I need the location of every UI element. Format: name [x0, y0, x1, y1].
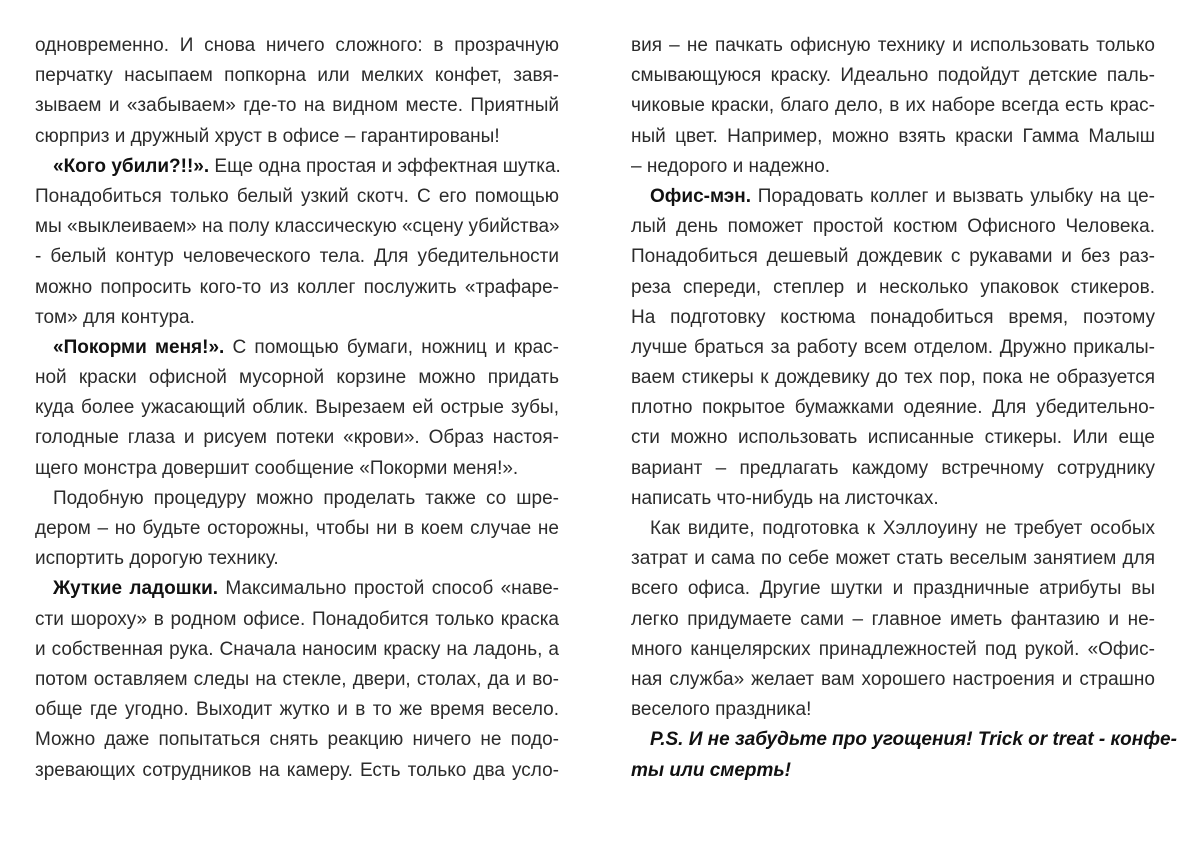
- line-text: ваем стикеры к дождевику до тех пор, пока не образуется: [631, 367, 1155, 389]
- line-text: сти шороху» в родном офисе. Понадобится только краска: [35, 608, 559, 630]
- line-text: Можно даже попытаться снять реакцию ничего не подо-: [35, 729, 559, 751]
- text-line: [35, 152, 559, 182]
- line-text: написать что-нибудь на листочках.: [631, 487, 939, 509]
- line-text: голодные глаза и рисуем потеки «крови». Образ настоя-: [35, 427, 559, 449]
- line-text: мы «выклеиваем» на полу классическую «сцену убийства»: [35, 216, 560, 238]
- text-line: [631, 152, 1155, 182]
- text-line: [35, 31, 559, 61]
- line-text: реза спереди, степлер и несколько упаковок стикеров.: [631, 276, 1155, 298]
- postscript-text: ты или смерть!: [631, 759, 792, 781]
- text-line: [631, 273, 1155, 303]
- line-text: лучше браться за работу всем отделом. Дружно прикалы-: [631, 336, 1155, 358]
- text-line: [35, 605, 559, 635]
- line-text: Еще одна простая и эффектная шутка.: [209, 155, 561, 177]
- line-text: зревающих сотрудников на камеру. Есть только два усло-: [35, 759, 559, 781]
- text-line: [631, 514, 1155, 544]
- text-line: [35, 423, 559, 453]
- line-text: легко придумаете сами – главное иметь фантазию и не-: [631, 608, 1155, 630]
- right-text-column: [631, 31, 1177, 786]
- text-line: [631, 695, 1155, 725]
- line-text: Как видите, подготовка к Хэллоуину не требует особых: [650, 518, 1155, 539]
- text-line: [35, 574, 559, 604]
- line-text: зываем и «забываем» где-то на видном месте. Приятный: [35, 95, 559, 117]
- text-line: [35, 756, 559, 786]
- text-line: [631, 665, 1155, 695]
- line-text: С помощью бумаги, ножниц и крас-: [224, 336, 560, 358]
- postscript-text: P.S. И не забудьте про угощения! Trick or treat - конфе-: [650, 729, 1177, 751]
- text-line: [631, 605, 1155, 635]
- section-heading: Жуткие ладошки.: [53, 578, 219, 600]
- line-text: Понадобиться дешевый дождевик с рукавами и без раз-: [631, 246, 1155, 268]
- line-text: Понадобиться только белый узкий скотч. С его помощью: [35, 185, 559, 207]
- line-text: плотно покрытое бумажками одеяние. Для убедительно-: [631, 397, 1155, 419]
- text-line: [35, 544, 559, 574]
- text-line: [631, 635, 1155, 665]
- line-text: затрат и сама по себе может стать веселым занятием для: [631, 548, 1155, 570]
- line-text: смывающуюся краску. Идеально подойдут детские паль-: [631, 65, 1155, 87]
- text-line: [35, 393, 559, 423]
- text-line: [35, 212, 559, 242]
- text-line: [35, 454, 559, 484]
- line-text: Максимально простой способ «наве-: [218, 578, 560, 600]
- line-text: можно попросить кого-то из коллег послужить «трафаре-: [35, 276, 559, 298]
- text-line: [35, 484, 559, 514]
- section-heading: «Покорми меня!».: [53, 336, 225, 358]
- line-text: потом оставляем следы на стекле, двери, столах, да и во-: [35, 668, 559, 690]
- line-text: обще где угодно. Выходит жутко и в то же время весело.: [35, 699, 559, 721]
- text-line: [631, 454, 1155, 484]
- line-text: веселого праздника!: [631, 699, 812, 721]
- line-text: ная служба» желает вам хорошего настроения и страшно: [631, 668, 1155, 690]
- line-text: вия – не пачкать офисную технику и использовать только: [631, 35, 1155, 56]
- text-line: [35, 333, 559, 363]
- text-line: [35, 61, 559, 91]
- text-line: [631, 333, 1155, 363]
- text-line: [35, 635, 559, 665]
- line-text: дером – но будьте осторожны, чтобы ни в коем случае не: [35, 518, 559, 539]
- line-text: щего монстра довершит сообщение «Покорми меня!».: [35, 457, 519, 479]
- line-text: перчатку насыпаем попкорна или мелких конфет, завя-: [35, 65, 559, 87]
- text-line: [631, 91, 1155, 121]
- line-text: ный цвет. Например, можно взять краски Гамма Малыш: [631, 125, 1155, 147]
- text-line: [631, 484, 1155, 514]
- line-text: испортить дорогую технику.: [35, 548, 279, 570]
- line-text: одновременно. И снова ничего сложного: в прозрачную: [35, 35, 559, 56]
- line-text: куда более ужасающий облик. Вырезаем ей острые зубы,: [35, 397, 559, 419]
- text-line: [631, 61, 1155, 91]
- text-line: [631, 393, 1155, 423]
- text-line: [631, 574, 1155, 604]
- text-line: [35, 725, 559, 755]
- text-line: [35, 363, 559, 393]
- line-text: чиковые краски, благо дело, в их наборе всегда есть крас-: [631, 95, 1155, 117]
- text-line: [35, 122, 559, 152]
- text-line: [35, 273, 559, 303]
- line-text: лый день поможет простой костюм Офисного Человека.: [631, 216, 1155, 238]
- line-text: Порадовать коллег и вызвать улыбку на це-: [751, 185, 1155, 207]
- text-line: [35, 695, 559, 725]
- text-line: [631, 544, 1155, 574]
- text-line: [35, 91, 559, 121]
- line-text: - белый контур человеческого тела. Для убедительности: [35, 246, 559, 268]
- section-heading: Офис-мэн.: [650, 185, 752, 207]
- text-line: [631, 363, 1155, 393]
- text-line: [35, 182, 559, 212]
- text-line: [631, 303, 1155, 333]
- line-text: сюрприз и дружный хруст в офисе – гарантированы!: [35, 125, 500, 147]
- line-text: На подготовку костюма понадобиться время, поэтому: [631, 306, 1155, 328]
- text-line: [631, 242, 1155, 272]
- text-line: [631, 756, 1155, 786]
- line-text: и собственная рука. Сначала наносим краску на ладонь, а: [35, 638, 559, 660]
- line-text: том» для контура.: [35, 306, 195, 328]
- section-heading: «Кого убили?!!».: [53, 155, 210, 177]
- text-line: [631, 122, 1155, 152]
- text-line: [631, 725, 1177, 755]
- line-text: Подобную процедуру можно проделать также со шре-: [53, 487, 559, 509]
- line-text: много канцелярских принадлежностей под рукой. «Офис-: [631, 638, 1155, 660]
- text-line: [631, 423, 1155, 453]
- text-line: [631, 182, 1155, 212]
- text-line: [631, 31, 1155, 61]
- line-text: сти можно использовать исписанные стикеры. Или еще: [631, 427, 1155, 449]
- left-text-column: [35, 31, 559, 786]
- text-line: [631, 212, 1155, 242]
- text-line: [35, 242, 559, 272]
- text-line: [35, 514, 559, 544]
- line-text: всего офиса. Другие шутки и праздничные атрибуты вы: [631, 578, 1155, 600]
- text-line: [35, 303, 559, 333]
- line-text: ной краски офисной мусорной корзине можно придать: [35, 367, 559, 389]
- line-text: вариант – предлагать каждому встречному сотруднику: [631, 457, 1155, 479]
- text-line: [35, 665, 559, 695]
- line-text: – недорого и надежно.: [631, 155, 831, 177]
